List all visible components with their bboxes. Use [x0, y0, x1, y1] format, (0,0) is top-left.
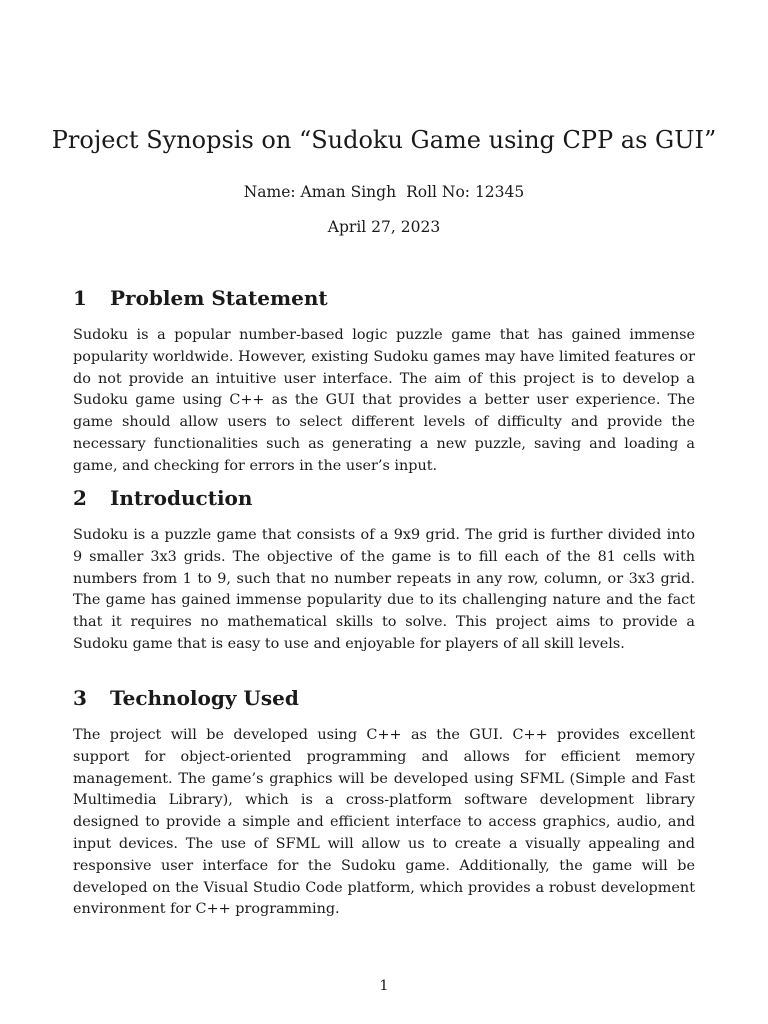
author-name: Name: Aman Singh	[243, 183, 397, 201]
section-number: 1	[73, 286, 87, 310]
section-heading-problem-statement	[73, 285, 328, 311]
section-body-problem-statement: Sudoku is a popular number-based logic puzzle game that has gained immense popularity worldwide. However, existing Sudoku games may have limited features or do not provide an intuitive user interface. The aim of this project is to develop a Sudoku game using C++ as the GUI that provides a better user experience. The game should allow users to select different levels of difficulty and provide the necessary functionalities such as generating a new puzzle, saving and loading a game, and checking for errors in the user’s input.	[73, 327, 695, 474]
document-title: Project Synopsis on “Sudoku Game using CPP as GUI”	[51, 126, 717, 154]
section-title: Introduction	[110, 486, 253, 510]
roll-number: Roll No: 12345	[406, 183, 525, 201]
section-title: Problem Statement	[110, 286, 328, 310]
page-number: 1	[379, 978, 389, 994]
section-number: 3	[73, 686, 87, 710]
author-line	[0, 181, 768, 203]
section-body-technology-used: The project will be developed using C++ as the GUI. C++ provides excellent support for object-oriented programming and allows for efficient memory management. The game’s graphics will be developed using SFML (Simple and Fast Multimedia Library), which is a cross-platform software development library designed to provide a simple and efficient interface to access graphics, audio, and input devices. The use of SFML will allow us to create a visually appealing and responsive user interface for the Sudoku game. Additionally, the game will be developed on the Visual Studio Code platform, which provides a robust development environment for C++ programming.	[73, 727, 695, 918]
section-body-introduction: Sudoku is a puzzle game that consists of a 9x9 grid. The grid is further divided into 9 smaller 3x3 grids. The objective of the game is to fill each of the 81 cells with numbers from 1 to 9, such that no number repeats in any row, column, or 3x3 grid. The game has gained immense popularity due to its challenging nature and the fact that it requires no mathematical skills to solve. This project aims to provide a Sudoku game that is easy to use and enjoyable for players of all skill levels.	[73, 527, 695, 652]
section-title: Technology Used	[110, 686, 299, 710]
section-number: 2	[73, 486, 87, 510]
document-date: April 27, 2023	[327, 218, 441, 236]
section-heading-introduction	[73, 485, 252, 511]
section-heading-technology-used	[73, 685, 299, 711]
